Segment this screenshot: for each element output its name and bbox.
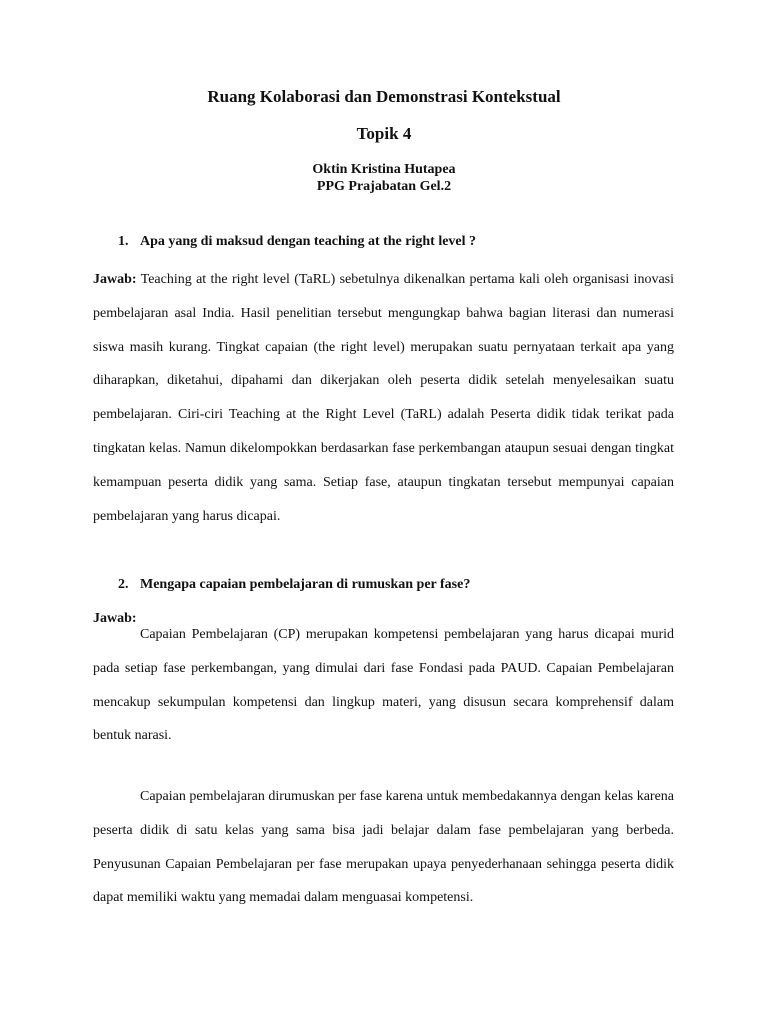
answer-1-label: Jawab: bbox=[93, 272, 137, 287]
topic-heading: Topik 4 bbox=[356, 124, 412, 143]
document-title: Ruang Kolaborasi dan Demonstrasi Kontekstual bbox=[207, 87, 561, 106]
answer-1-text: Teaching at the right level (TaRL) sebetulnya dikenalkan pertama kali oleh organisasi inovasi pembelajaran asal India. Hasil penelitian tersebut mengungkap bahwa bagian literasi dan numerasi siswa masih kurang. Tingkat capaian (the right level) merupakan suatu pernyataan terkait apa yang diharapkan, diketahui, dipahami dan dikerjakan oleh peserta didik setelah menyelesaikan suatu pembelajaran. Ciri-ciri Teaching at the Right Level (TaRL) adalah Peserta didik tidak terikat pada tingkatan kelas. Namun dikelompokkan berdasarkan fase perkembangan ataupun sesuai dengan tingkat kemampuan peserta didik yang sama. Setiap fase, ataupun tingkatan tersebut mempunyai capaian pembelajaran yang harus dicapai. bbox=[93, 272, 674, 524]
program-name: PPG Prajabatan Gel.2 bbox=[316, 179, 452, 194]
question-1-text: Apa yang di maksud dengan teaching at the right level ? bbox=[140, 234, 477, 249]
answer-2-paragraph-2: Capaian pembelajaran dirumuskan per fase karena untuk membedakannya dengan kelas karena peserta didik di satu kelas yang sama bisa jadi belajar dalam fase pembelajaran yang berbeda. Penyusunan Capaian Pembelajaran per fase merupakan upaya penyederhanaan sehingga peserta didik dapat memiliki waktu yang memadai dalam menguasai kompetensi. bbox=[93, 789, 674, 906]
question-1 bbox=[118, 234, 476, 250]
answer-2-label: Jawab: bbox=[93, 611, 137, 626]
answer-2-paragraph-1: Capaian Pembelajaran (CP) merupakan kompetensi pembelajaran yang harus dicapai murid pada setiap fase perkembangan, yang dimulai dari fase Fondasi pada PAUD. Capaian Pembelajaran mencakup sekumpulan kompetensi dan lingkup materi, yang disusun secara komprehensif dalam bentuk narasi. bbox=[93, 627, 674, 744]
question-2-text: Mengapa capaian pembelajaran di rumuskan per fase? bbox=[140, 577, 471, 592]
question-2-number: 2. bbox=[118, 577, 129, 592]
author-name: Oktin Kristina Hutapea bbox=[312, 162, 456, 177]
question-1-number: 1. bbox=[118, 234, 129, 249]
answer-1-paragraph bbox=[93, 263, 674, 533]
question-2 bbox=[118, 577, 470, 593]
